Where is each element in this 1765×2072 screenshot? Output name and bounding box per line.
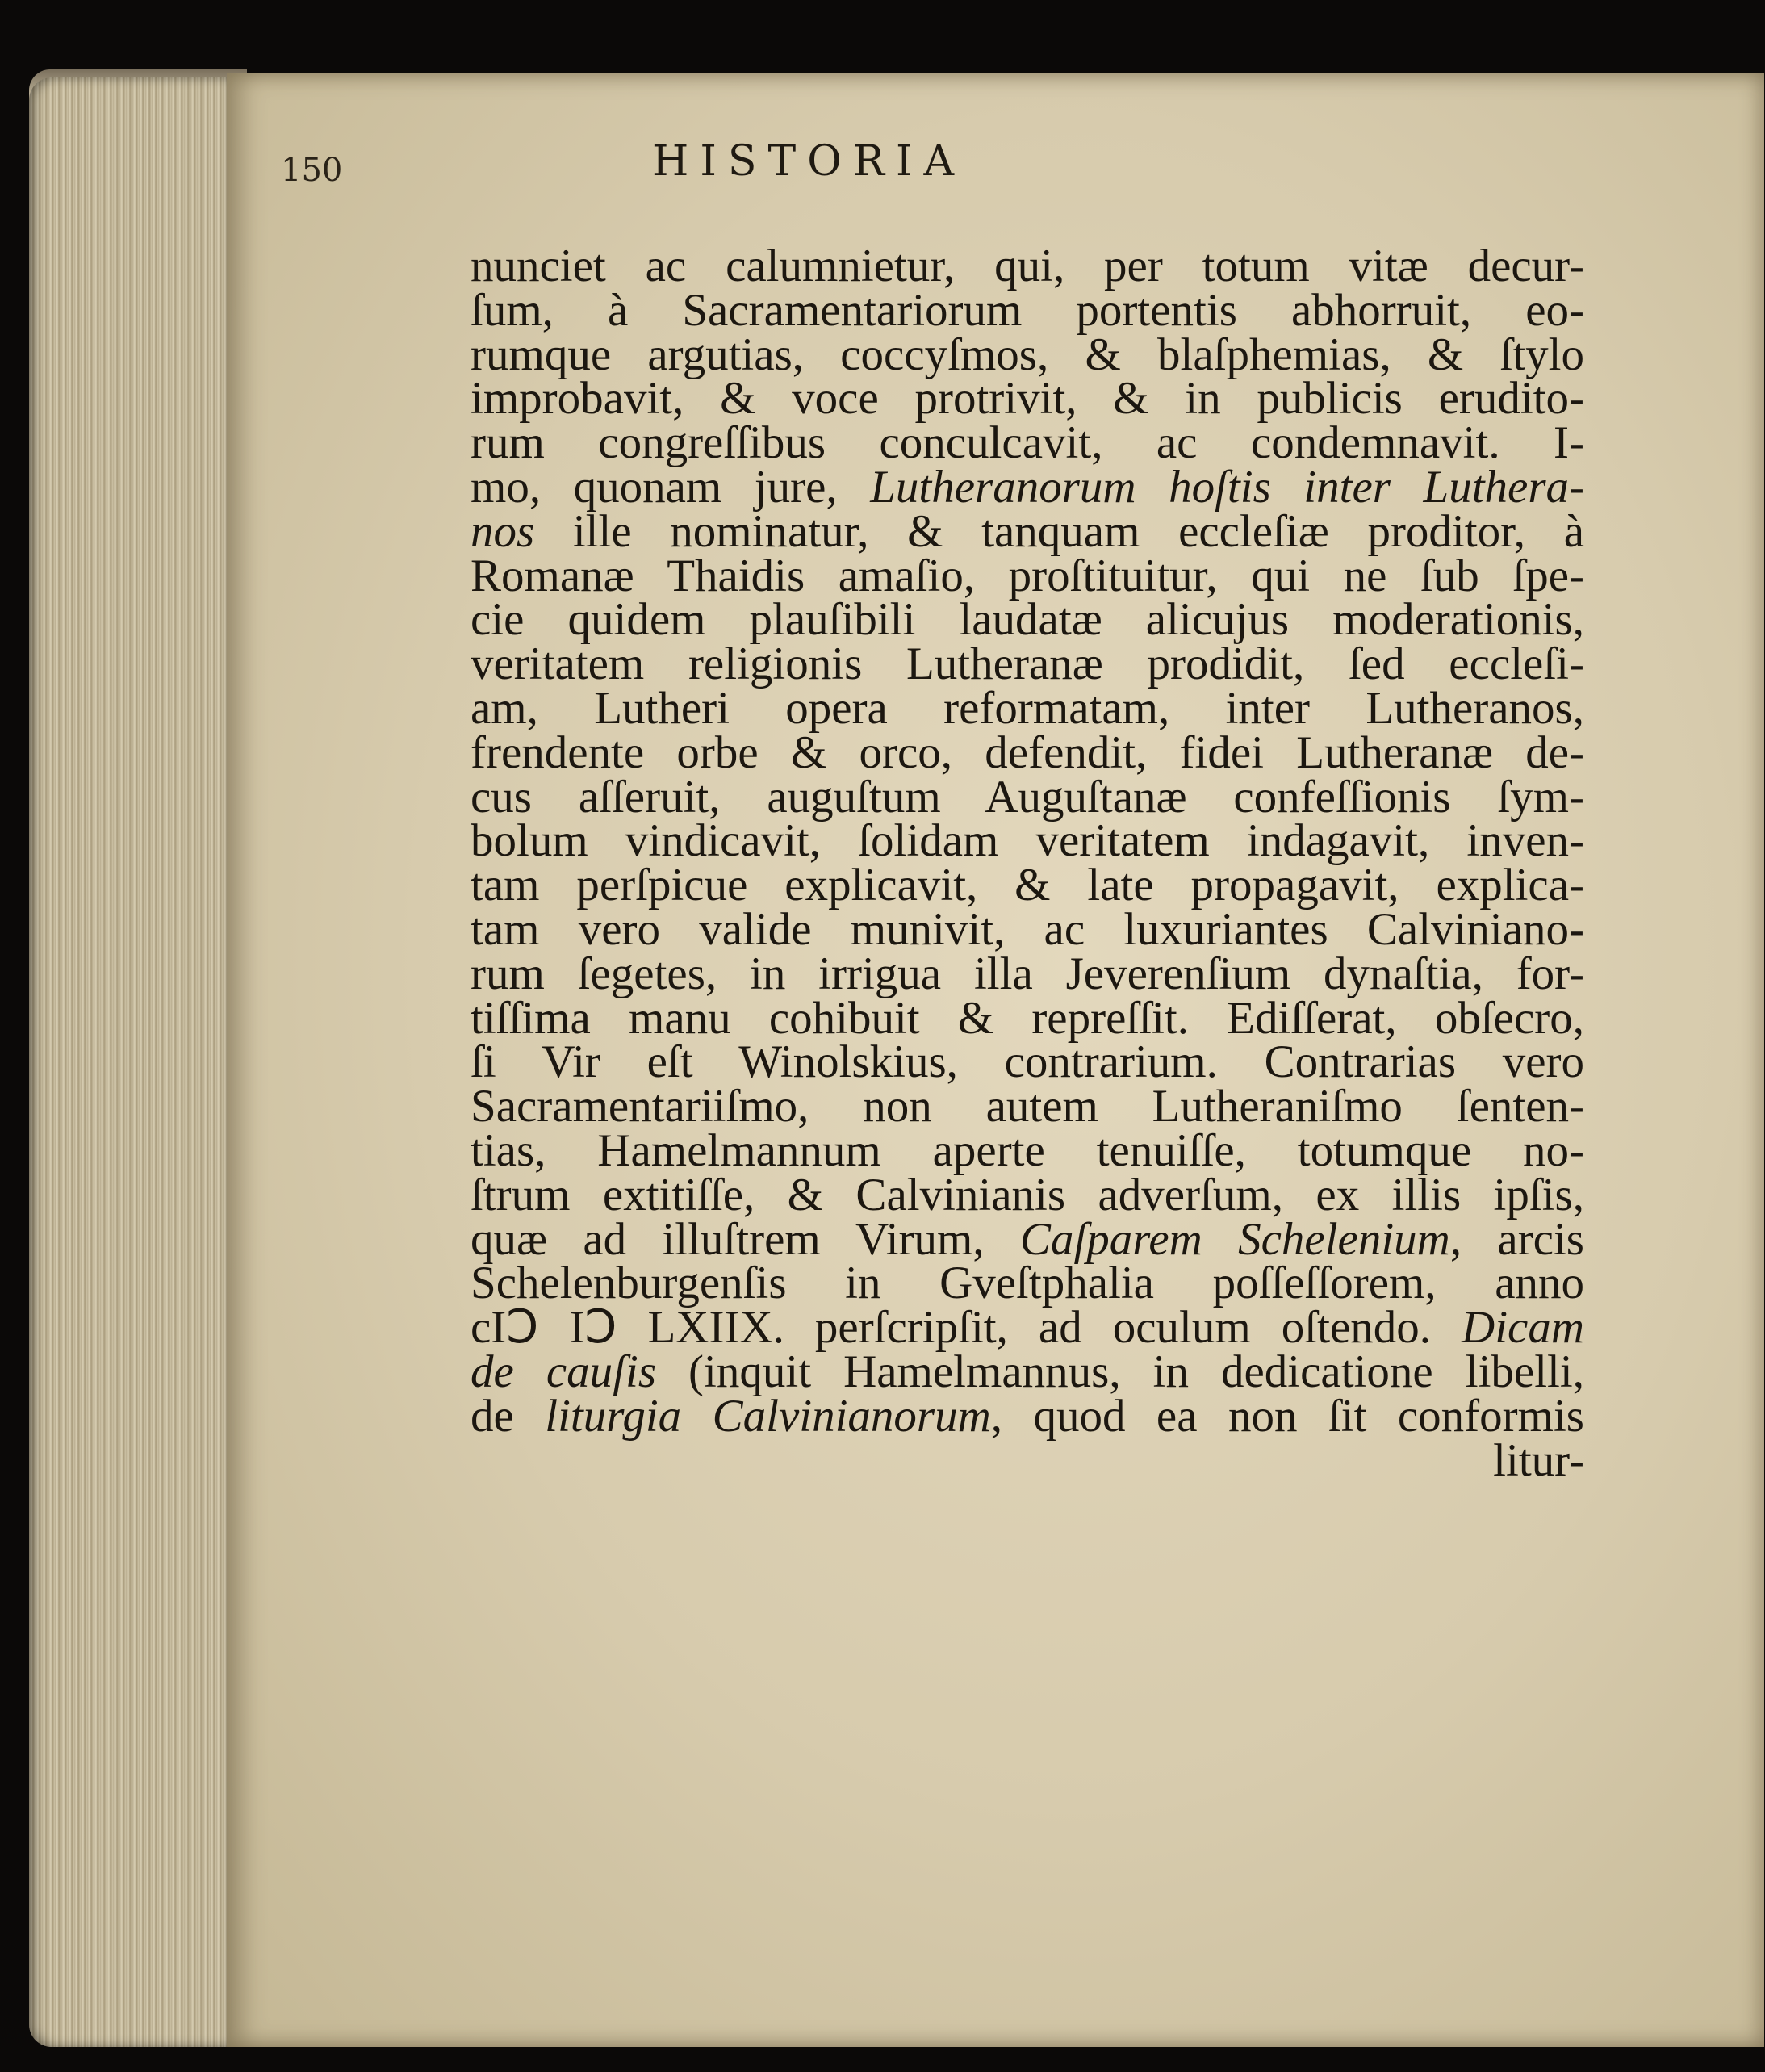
page-header (281, 137, 1588, 210)
text-line (471, 284, 1584, 336)
text-run: (inquit Hamelmannus, in dedicatione libelli, (656, 1346, 1584, 1397)
text-line (471, 329, 1584, 380)
text-run: Romanæ Thaidis amaſio, proſtituitur, qui ne ſub ſpe- (471, 550, 1584, 601)
text-run: cIↃ IↃ LXIIX. perſcripſit, ad oculum oſtendo. (471, 1302, 1462, 1354)
text-line (471, 1213, 1584, 1265)
text-line (471, 726, 1584, 778)
text-line (471, 1390, 1584, 1442)
text-run: nunciet ac calumnietur, qui, per totum vitæ decur- (471, 241, 1584, 291)
text-run: tiſſima manu cohibuit & repreſſit. Ediſſerat, obſecro, (471, 992, 1584, 1044)
text-run: ſtrum extitiſſe, & Calvinianis adverſum, ex illis ipſis, (471, 1169, 1584, 1220)
text-run: tias, Hamelmannum aperte tenuiſſe, totumque no- (471, 1124, 1584, 1176)
text-run: tam vero valide munivit, ac luxuriantes Calviniano- (471, 903, 1584, 955)
text-line (471, 1346, 1584, 1397)
italic-text: nos (471, 505, 535, 557)
text-run: am, Lutheri opera reformatam, inter Lutheranos, (471, 682, 1584, 734)
page-edges (29, 77, 227, 2047)
text-run: , quod ea non ſit conformis (990, 1390, 1584, 1442)
body-text (471, 241, 1584, 1486)
text-line (471, 1434, 1584, 1486)
text-line (471, 860, 1584, 911)
text-run: cie quidem plauſibili laudatæ alicujus moderationis, (471, 594, 1584, 646)
text-run: litur- (1493, 1434, 1584, 1486)
text-line (471, 903, 1584, 955)
italic-text: Dicam (1462, 1302, 1584, 1354)
text-run: improbavit, & voce protrivit, & in publicis erudito- (471, 373, 1584, 425)
text-line (471, 948, 1584, 999)
text-line (471, 417, 1584, 469)
text-run: rum ſegetes, in irrigua illa Jeverenſium dynaſtia, for- (471, 948, 1584, 999)
text-line (471, 771, 1584, 823)
text-run: rum congreſſibus conculcavit, ac condemnavit. I- (471, 417, 1584, 469)
text-run: tam perſpicue explicavit, & late propagavit, explica- (471, 860, 1584, 911)
italic-text: Lutheranorum hoſtis inter Luthera- (870, 461, 1584, 513)
text-line (471, 461, 1584, 513)
text-run: Schelenburgenſis in Gveſtphalia poſſeſſorem, anno (471, 1258, 1584, 1309)
text-line (471, 638, 1584, 690)
text-line (471, 373, 1584, 425)
italic-text: de cauſis (471, 1346, 656, 1397)
page-number: 150 (281, 152, 343, 189)
text-line (471, 1036, 1584, 1088)
italic-text: Caſparem Schelenium (1019, 1213, 1450, 1265)
italic-text: liturgia Calvinianorum (545, 1390, 991, 1442)
text-run: cus aſſeruit, auguſtum Auguſtanæ confeſſionis ſym- (471, 771, 1584, 823)
text-line (471, 1081, 1584, 1132)
text-line (471, 594, 1584, 646)
text-run: de (471, 1390, 546, 1442)
text-run: , arcis (1449, 1213, 1584, 1265)
text-line (471, 992, 1584, 1044)
text-run: ille nominatur, & tanquam eccleſiæ proditor, à (534, 505, 1584, 557)
text-line (471, 682, 1584, 734)
running-title: HISTORIA (652, 137, 966, 186)
text-run: bolum vindicavit, ſolidam veritatem indagavit, inven- (471, 815, 1584, 867)
text-run: rumque argutias, coccyſmos, & blaſphemias, & ſtylo (471, 329, 1584, 380)
text-line (471, 505, 1584, 557)
text-line (471, 1302, 1584, 1354)
text-run: Sacramentariiſmo, non autem Lutheraniſmo ſenten- (471, 1081, 1584, 1132)
text-run: frendente orbe & orco, defendit, fidei Lutheranæ de- (471, 726, 1584, 778)
text-run: quæ ad illuſtrem Virum, (471, 1213, 1020, 1265)
text-run: veritatem religionis Lutheranæ prodidit, ſed eccleſi- (471, 638, 1584, 690)
text-line (471, 1258, 1584, 1309)
text-line (471, 1169, 1584, 1220)
text-line (471, 815, 1584, 867)
text-line (471, 1124, 1584, 1176)
text-line (471, 241, 1584, 291)
text-run: ſum, à Sacramentariorum portentis abhorruit, eo- (471, 284, 1584, 336)
text-line (471, 550, 1584, 601)
text-run: mo, quonam jure, (471, 461, 871, 513)
text-run: ſi Vir eſt Winolskius, contrarium. Contrarias vero (471, 1036, 1584, 1088)
